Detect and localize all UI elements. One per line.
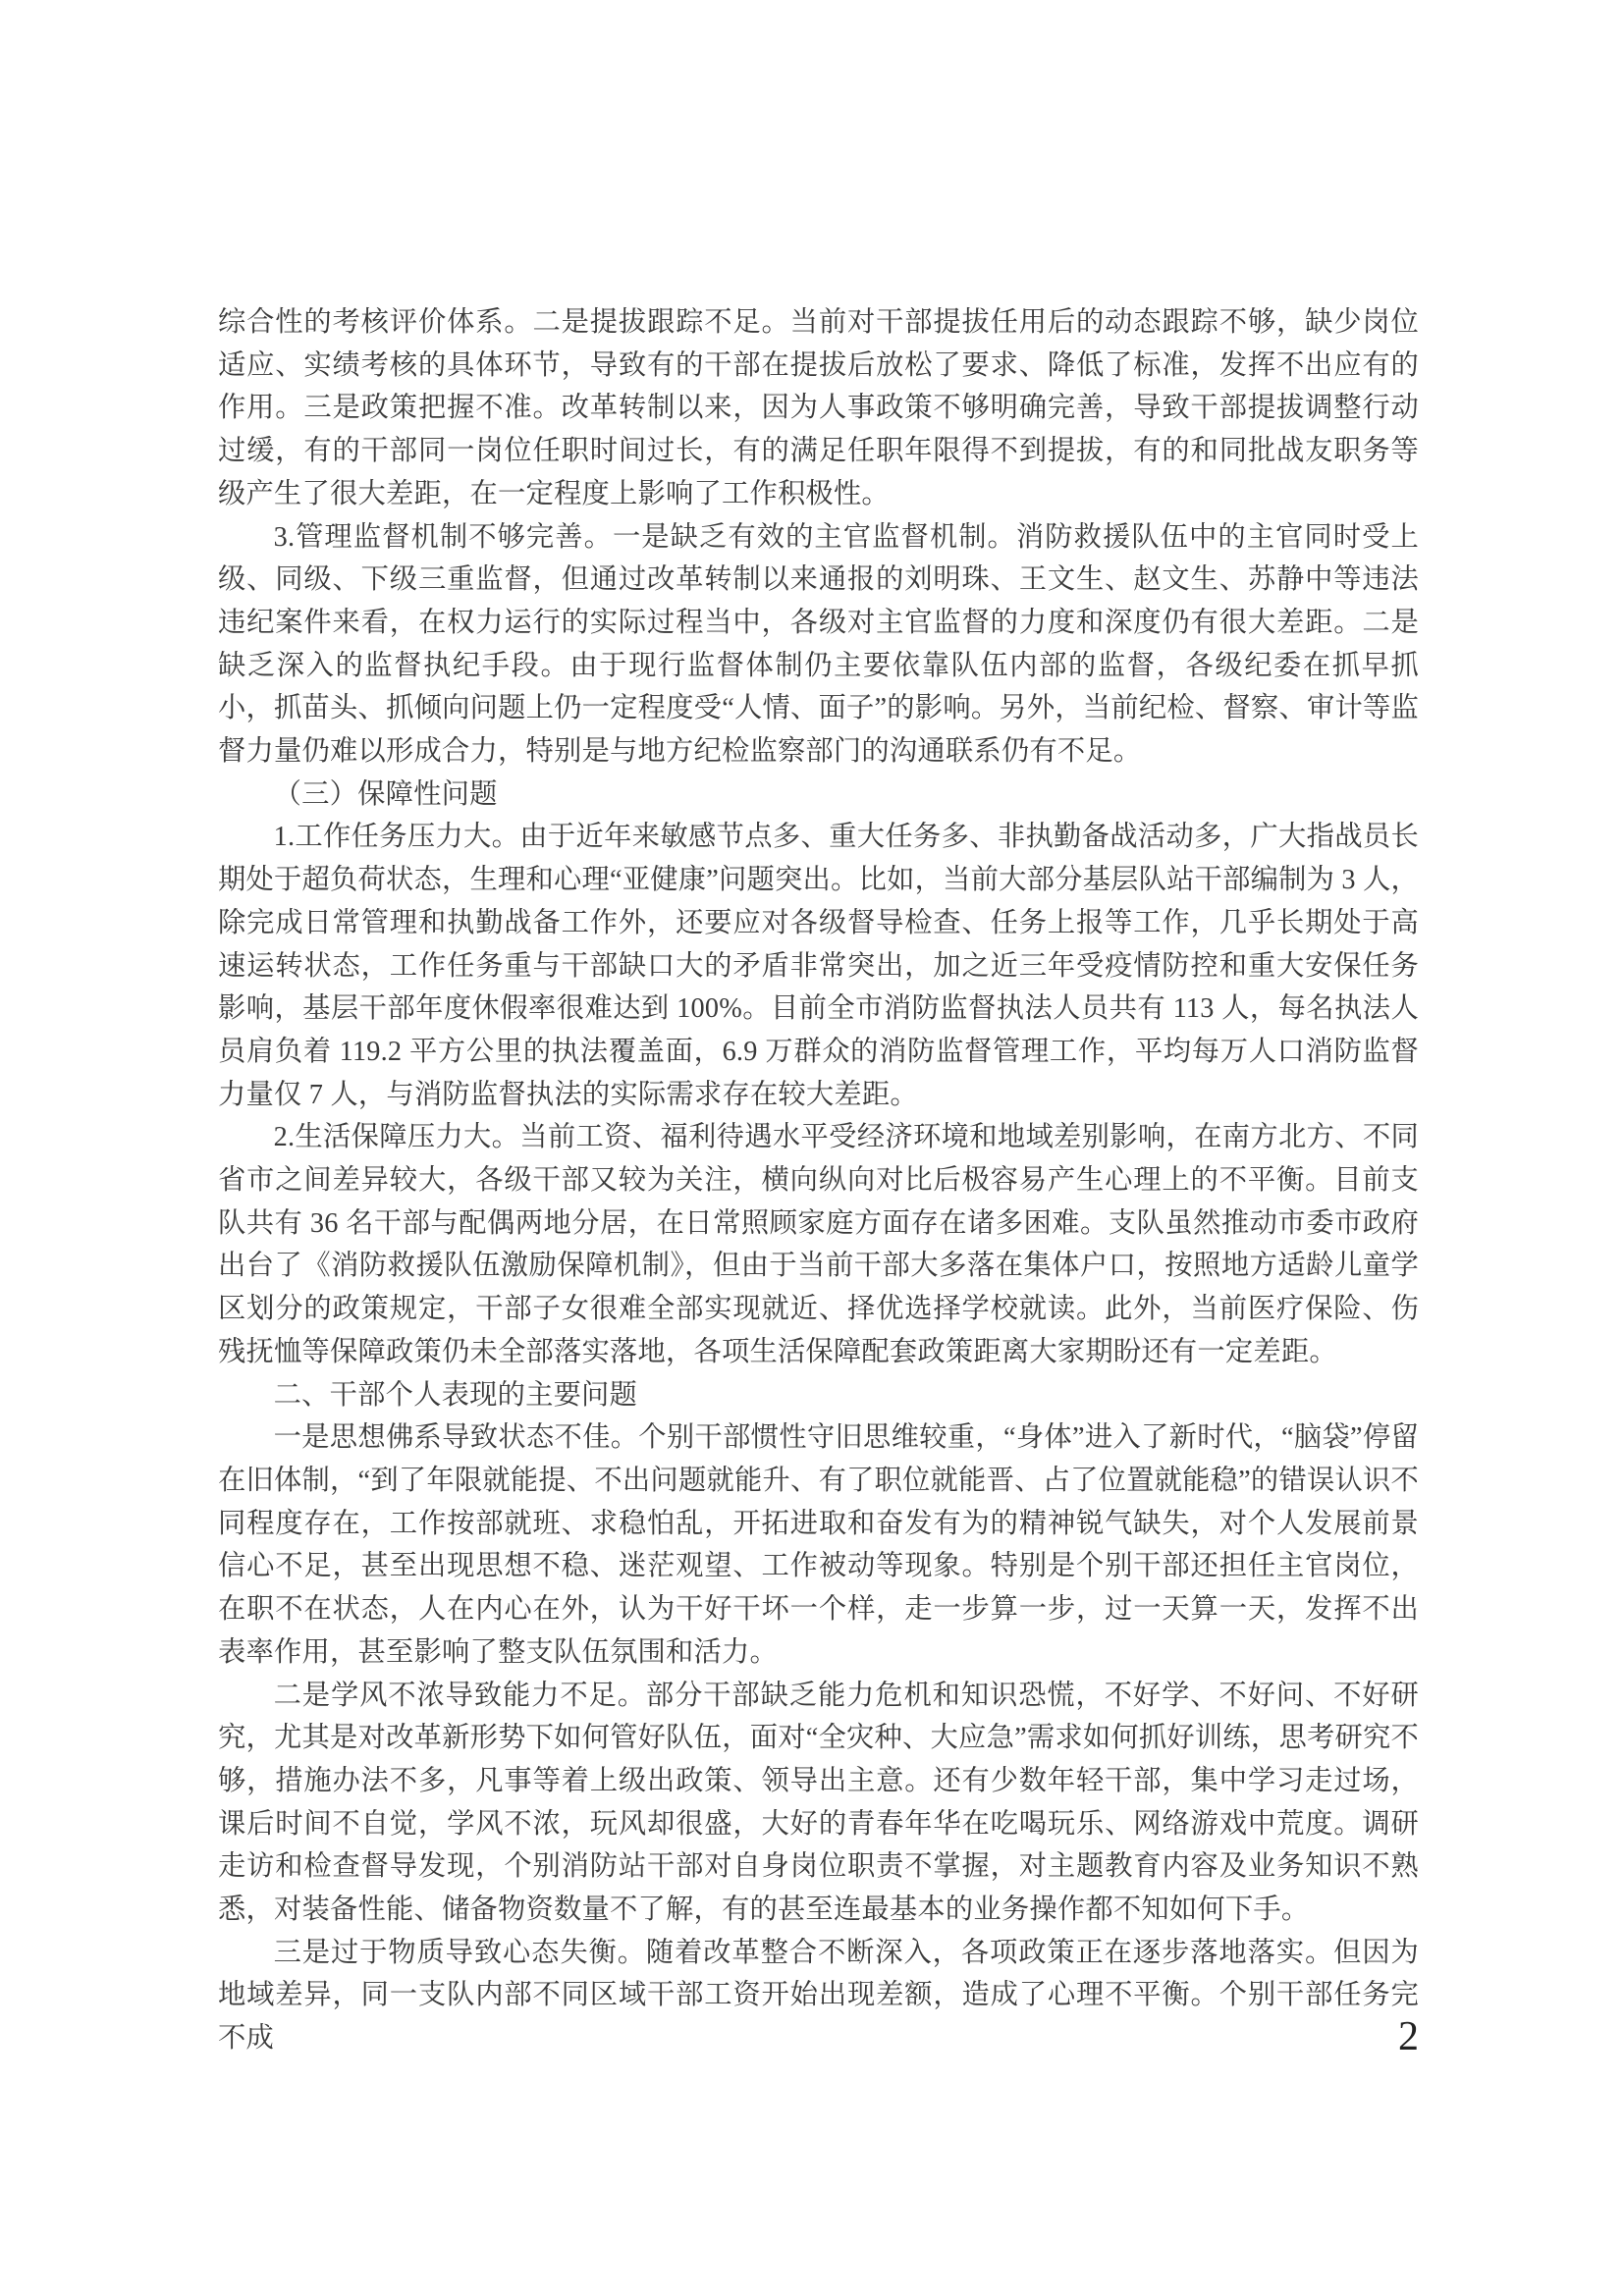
paragraph: 一是思想佛系导致状态不佳。个别干部惯性守旧思维较重，“身体”进入了新时代，“脑袋”停留在旧体制，“到了年限就能提、不出问题就能升、有了职位就能晋、占了位置就能稳”的错误认识不同程度存在，工作按部就班、求稳怕乱，开拓进取和奋发有为的精神锐气缺失，对个人发展前景信心不足，甚至出现思想不稳、迷茫观望、工作被动等现象。特别是个别干部还担任主官岗位，在职不在状态，人在内心在外，认为干好干坏一个样，走一步算一步，过一天算一天，发挥不出表率作用，甚至影响了整支队伍氛围和活力。 (218, 1422, 1419, 1668)
paragraph: 综合性的考核评价体系。二是提拔跟踪不足。当前对干部提拔任用后的动态跟踪不够，缺少岗位适应、实绩考核的具体环节，导致有的干部在提拔后放松了要求、降低了标准，发挥不出应有的作用。三是政策把握不准。改革转制以来，因为人事政策不够明确完善，导致干部提拔调整行动过缓，有的干部同一岗位任职时间过长，有的满足任职年限得不到提拔，有的和同批战友职务等级产生了很大差距，在一定程度上影响了工作积极性。 (218, 307, 1419, 509)
paragraph: （三）保障性问题 (273, 778, 498, 810)
paragraph: 1.工作任务压力大。由于近年来敏感节点多、重大任务多、非执勤备战活动多，广大指战员长期处于超负荷状态，生理和心理“亚健康”问题突出。比如，当前大部分基层队站干部编制为 3 人，除完成日常管理和执勤战备工作外，还要应对各级督导检查、任务上报等工作，几乎长期处于高速运转状态，工作任务重与干部缺口大的矛盾非常突出，加之近三年受疫情防控和重大安保任务影响，基层干部年度休假率很难达到 100%。目前全市消防监督执法人员共有 113 人，每名执法人员肩负着 119.2 平方公里的执法覆盖面，6.9 万群众的消防监督管理工作，平均每万人口消防监督力量仅 7 人，与消防监督执法的实际需求存在较大差距。 (218, 822, 1419, 1110)
paragraph: 3.管理监督机制不够完善。一是缺乏有效的主官监督机制。消防救援队伍中的主官同时受上级、同级、下级三重监督，但通过改革转制以来通报的刘明珠、王文生、赵文生、苏静中等违法违纪案件来看，在权力运行的实际过程当中，各级对主官监督的力度和深度仍有很大差距。二是缺乏深入的监督执纪手段。由于现行监督体制仍主要依靠队伍内部的监督，各级纪委在抓早抓小，抓苗头、抓倾向问题上仍一定程度受“人情、面子”的影响。另外，当前纪检、督察、审计等监督力量仍难以形成合力，特别是与地方纪检监察部门的沟通联系仍有不足。 (218, 521, 1419, 768)
paragraph: 二、干部个人表现的主要问题 (273, 1379, 638, 1411)
page-number: 2 (1398, 2014, 1419, 2059)
paragraph: 二是学风不浓导致能力不足。部分干部缺乏能力危机和知识恐慌，不好学、不好问、不好研究，尤其是对改革新形势下如何管好队伍，面对“全灾种、大应急”需求如何抓好训练，思考研究不够，措施办法不多，凡事等着上级出政策、领导出主意。还有少数年轻干部，集中学习走过场，课后时间不自觉，学风不浓，玩风却很盛，大好的青春年华在吃喝玩乐、网络游戏中荒度。调研走访和检查督导发现，个别消防站干部对自身岗位职责不掌握，对主题教育内容及业务知识不熟悉，对装备性能、储备物资数量不了解，有的甚至连最基本的业务操作都不知如何下手。 (218, 1680, 1419, 1926)
paragraph: 2.生活保障压力大。当前工资、福利待遇水平受经济环境和地域差别影响，在南方北方、不同省市之间差异较大，各级干部又较为关注，横向纵向对比后极容易产生心理上的不平衡。目前支队共有 36 名干部与配偶两地分居，在日常照顾家庭方面存在诸多困难。支队虽然推动市委市政府出台了《消防救援队伍激励保障机制》，但由于当前干部大多落在集体户口，按照地方适龄儿童学区划分的政策规定，干部子女很难全部实现就近、择优选择学校就读。此外，当前医疗保险、伤残抚恤等保障政策仍未全部落实落地，各项生活保障配套政策距离大家期盼还有一定差距。 (218, 1122, 1419, 1367)
paragraph: 三是过于物质导致心态失衡。随着改革整合不断深入，各项政策正在逐步落地落实。但因为地域差异，同一支队内部不同区域干部工资开始出现差额，造成了心理不平衡。个别干部任务完不成 (218, 1937, 1419, 2055)
document-body (218, 301, 1419, 2060)
